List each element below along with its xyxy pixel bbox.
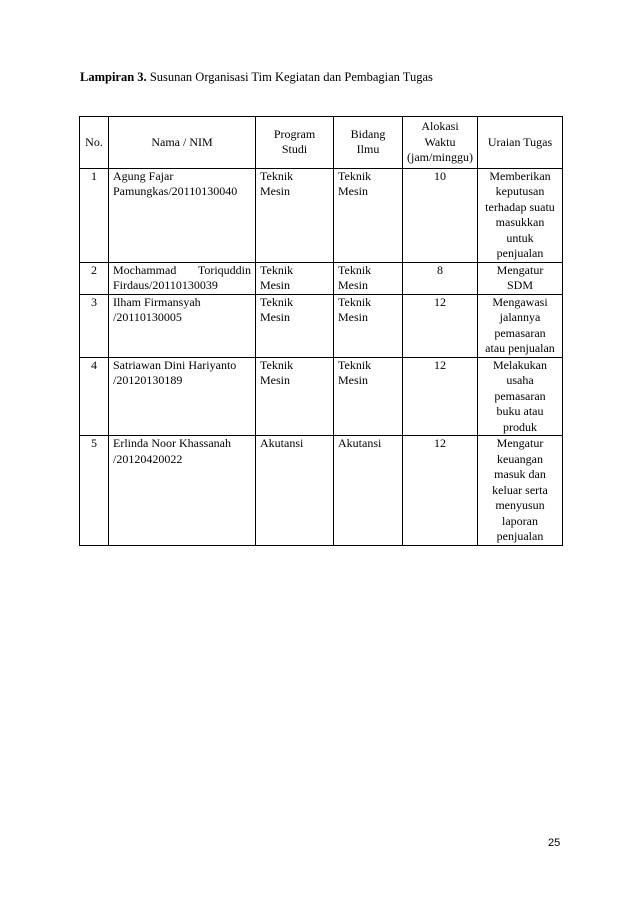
uraian-line: Mengatur xyxy=(496,262,544,277)
cell-uraian xyxy=(478,168,563,262)
header-bidang-line2: Ilmu xyxy=(356,142,380,157)
cell-uraian xyxy=(478,357,563,436)
cell-program xyxy=(256,436,334,546)
table-row xyxy=(80,262,563,294)
cell-bidang-line1: Teknik xyxy=(338,357,372,372)
cell-name xyxy=(109,262,256,294)
cell-name-line1: Mochammad Toriquddin xyxy=(113,262,251,277)
uraian-line: Memberikan xyxy=(489,168,551,183)
cell-bidang xyxy=(334,436,403,546)
cell-alokasi: 10 xyxy=(403,168,478,262)
uraian-line: keputusan xyxy=(495,184,545,198)
cell-name xyxy=(109,168,256,262)
uraian-line: penjualan xyxy=(496,246,544,260)
cell-bidang-line2: Mesin xyxy=(338,310,368,324)
cell-uraian xyxy=(478,436,563,546)
cell-program-line1: Teknik xyxy=(260,262,294,277)
cell-program xyxy=(256,168,334,262)
header-bidang xyxy=(334,117,403,169)
uraian-line: Mengawasi xyxy=(492,294,548,309)
header-bidang-line1: Bidang xyxy=(350,126,386,141)
cell-bidang-line2: Mesin xyxy=(338,373,368,387)
uraian-line: atau penjualan xyxy=(485,341,555,355)
header-no: No. xyxy=(80,117,109,169)
page-number: 25 xyxy=(548,837,561,849)
cell-alokasi: 12 xyxy=(403,294,478,357)
table-row xyxy=(80,294,563,357)
cell-program-line2: Mesin xyxy=(260,184,290,198)
cell-name xyxy=(109,436,256,546)
cell-name-line2: /20120130189 xyxy=(113,373,183,387)
cell-bidang-line1: Teknik xyxy=(338,294,372,309)
table-row xyxy=(80,168,563,262)
cell-program-line2: Mesin xyxy=(260,278,290,292)
header-alokasi-line1: Alokasi xyxy=(421,119,459,133)
cell-bidang-line1: Teknik xyxy=(338,262,372,277)
uraian-line: masuk dan xyxy=(494,467,546,481)
cell-name-line2: Pamungkas/20110130040 xyxy=(113,184,238,198)
uraian-line: jalannya xyxy=(499,310,541,324)
uraian-line: pemasaran xyxy=(494,388,546,403)
cell-program xyxy=(256,357,334,436)
uraian-line: SDM xyxy=(506,278,533,292)
cell-no: 4 xyxy=(80,357,109,436)
uraian-line: masukkan xyxy=(495,215,545,229)
cell-alokasi: 12 xyxy=(403,357,478,436)
uraian-line: usaha xyxy=(506,373,534,387)
cell-name xyxy=(109,294,256,357)
uraian-line: terhadap suatu xyxy=(485,199,555,214)
table-row xyxy=(80,357,563,436)
cell-name-line2: Firdaus/20110130039 xyxy=(113,278,218,292)
cell-no: 3 xyxy=(80,294,109,357)
cell-no: 1 xyxy=(80,168,109,262)
uraian-line: penjualan xyxy=(496,529,544,543)
uraian-line: produk xyxy=(503,419,537,434)
uraian-line: keuangan xyxy=(497,451,543,466)
cell-program-line1: Teknik xyxy=(260,294,294,309)
cell-no: 5 xyxy=(80,436,109,546)
cell-program-line1: Teknik xyxy=(260,357,294,372)
header-name: Nama / NIM xyxy=(109,117,256,169)
uraian-line: menyusun xyxy=(495,498,545,512)
cell-bidang xyxy=(334,168,403,262)
cell-name-line2: /20110130005 xyxy=(113,310,182,324)
cell-program-line1: Akutansi xyxy=(260,436,304,450)
cell-name-line1: Ilham Firmansyah xyxy=(113,294,201,309)
uraian-line: keluar serta xyxy=(492,482,548,497)
header-uraian: Uraian Tugas xyxy=(478,117,563,169)
cell-program xyxy=(256,262,334,294)
cell-program-line1: Teknik xyxy=(260,168,294,183)
header-alokasi-line3: (jam/minggu) xyxy=(407,150,473,164)
table-row xyxy=(80,436,563,546)
organization-table xyxy=(79,116,563,546)
uraian-line: Melakukan xyxy=(493,357,547,372)
table-header-row xyxy=(80,117,563,169)
cell-name-line2: /20120420022 xyxy=(113,451,183,466)
header-alokasi-line2: Waktu xyxy=(424,134,456,149)
uraian-line: buku atau xyxy=(496,404,544,418)
cell-bidang xyxy=(334,357,403,436)
cell-name xyxy=(109,357,256,436)
uraian-line: pemasaran xyxy=(494,325,546,340)
cell-bidang xyxy=(334,262,403,294)
cell-alokasi: 8 xyxy=(403,262,478,294)
uraian-line: Mengatur xyxy=(496,436,544,450)
cell-bidang xyxy=(334,294,403,357)
header-program-line1: Program xyxy=(273,126,316,141)
caption-text: Susunan Organisasi Tim Kegiatan dan Pembagian Tugas xyxy=(146,70,433,84)
cell-bidang-line2: Mesin xyxy=(338,184,368,198)
cell-program-line2: Mesin xyxy=(260,310,290,324)
header-program-line2: Studi xyxy=(281,142,308,157)
cell-name-line1: Satriawan Dini Hariyanto xyxy=(113,357,237,372)
cell-name-line1: Agung Fajar xyxy=(113,168,174,183)
cell-no: 2 xyxy=(80,262,109,294)
uraian-line: laporan xyxy=(502,513,538,528)
cell-program xyxy=(256,294,334,357)
cell-name-line1: Erlinda Noor Khassanah xyxy=(113,436,231,450)
cell-bidang-line1: Teknik xyxy=(338,168,372,183)
table-caption xyxy=(80,70,433,85)
cell-bidang-line2: Mesin xyxy=(338,278,368,292)
cell-uraian xyxy=(478,294,563,357)
cell-bidang-line1: Akutansi xyxy=(338,436,382,450)
cell-alokasi: 12 xyxy=(403,436,478,546)
header-alokasi xyxy=(403,117,478,169)
uraian-line: untuk xyxy=(506,230,534,245)
cell-program-line2: Mesin xyxy=(260,373,290,387)
caption-label: Lampiran 3. xyxy=(80,70,147,84)
header-program xyxy=(256,117,334,169)
cell-uraian xyxy=(478,262,563,294)
